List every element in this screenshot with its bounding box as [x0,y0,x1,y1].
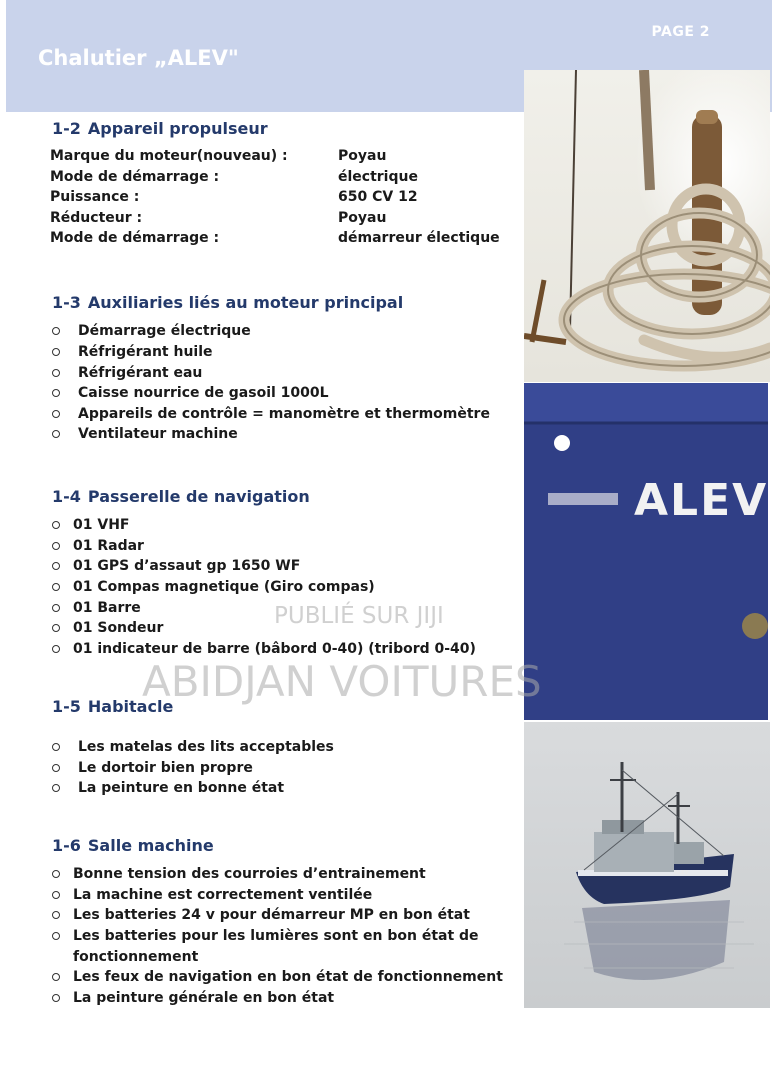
spec-value: Poyau [338,148,387,164]
section-label: Passerelle de navigation [87,487,310,506]
section-number: 1-4 [52,487,81,506]
spec-key: Mode de démarrage : [50,169,220,185]
bullet-icon [52,327,60,335]
bullet-icon [52,870,60,878]
section-title-1-2 [52,119,268,138]
bullet-icon [52,911,60,919]
spec-key: Marque du moteur(nouveau) : [50,148,288,164]
bullet-icon [52,743,60,751]
list-item: Les batteries pour les lumières sont en bon état de fonctionnement [52,926,492,968]
spec-value: électrique [338,169,418,185]
spec-value: 650 CV 12 [338,189,418,205]
section-label: Auxiliaries liés au moteur principal [87,293,404,312]
spec-key: Mode de démarrage : [50,230,220,246]
bullet-icon [52,389,60,397]
bullet-icon [52,521,60,529]
spec-value: Poyau [338,210,387,226]
bullet-icon [52,604,60,612]
section-title-1-4 [52,487,310,506]
bullet-icon [52,430,60,438]
bullet-icon [52,542,60,550]
bullet-icon [52,348,60,356]
page-number: PAGE 2 [651,24,710,40]
document-title: Chalutier „ALEV" [38,46,239,70]
section-number: 1-2 [52,119,81,138]
bullet-icon [52,994,60,1002]
bullet-icon [52,624,60,632]
section-number: 1-6 [52,836,81,855]
bullet-icon [52,784,60,792]
spec-key: Puissance : [50,189,140,205]
section-label: Salle machine [87,836,214,855]
bullet-icon [52,562,60,570]
spec-value: démarreur électique [338,230,500,246]
bullet-icon [52,583,60,591]
watermark-published: PUBLIÉ SUR JIJI [274,603,444,629]
bullet-icon [52,410,60,418]
section-title-1-5 [52,697,173,716]
bullet-icon [52,645,60,653]
section-title-1-3 [52,293,403,312]
section-label: Habitacle [87,697,174,716]
bullet-icon [52,764,60,772]
hull-name: ALEV [634,475,768,526]
spec-key: Réducteur : [50,210,143,226]
section-label: Appareil propulseur [87,119,268,138]
bullet-icon [52,891,60,899]
watermark-brand: ABIDJAN VOITURES [142,657,542,706]
bullet-icon [52,973,60,981]
section-number: 1-5 [52,697,81,716]
section-number: 1-3 [52,293,81,312]
ship-name-small: ALEV [674,870,689,876]
bullet-icon [52,932,60,940]
bullet-icon [52,369,60,377]
section-title-1-6 [52,836,214,855]
